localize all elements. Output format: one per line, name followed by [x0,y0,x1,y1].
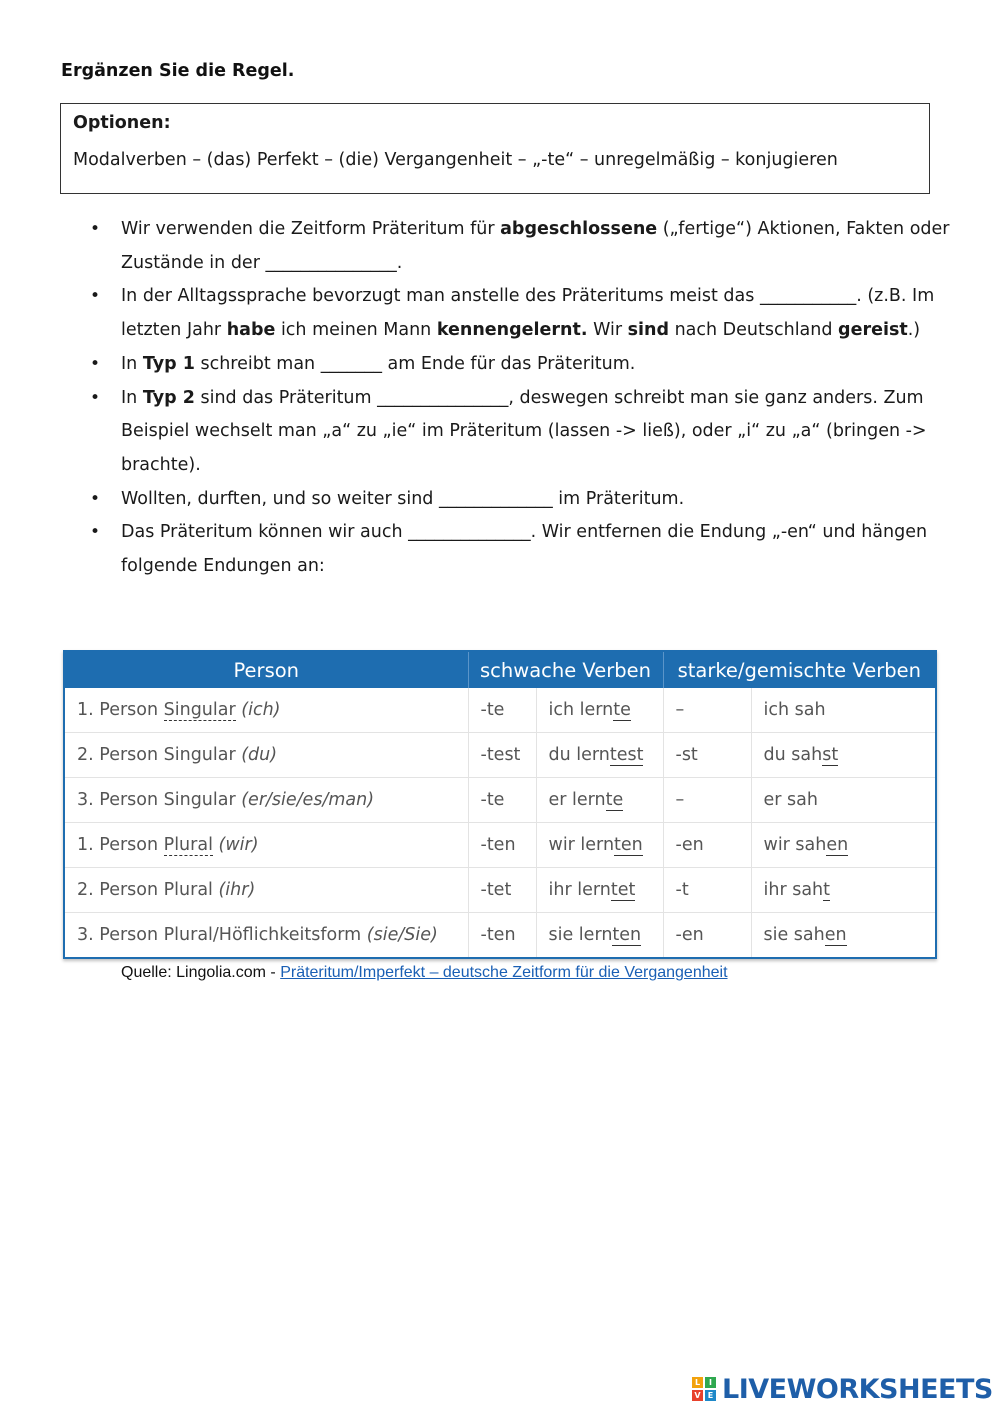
rule-item: • In Typ 2 sind das Präteritum _______________, deswegen schreibt man sie ganz anders. Zum Beispiel wechselt man „a“ zu „ie“ im Präteritum (lassen -> ließ), oder „i“ zu „a“ (bringen -> brachte). [90,382,950,483]
logo-tile: E [705,1390,716,1401]
options-list: Modalverben – (das) Perfekt – (die) Vergangenheit – „-te“ – unregelmäßig – konjugieren [73,150,838,170]
liveworksheets-logo [692,1372,993,1406]
cell-strong-ending: – [663,688,751,733]
rule-item: • Wollten, durften, und so weiter sind _____________ im Präteritum. [90,483,950,517]
cell-strong-example: wir sahen [751,823,935,868]
logo-mark-icon [692,1377,716,1401]
cell-weak-ending: -te [468,688,536,733]
rule-item: • In der Alltagssprache bevorzugt man anstelle des Präteritums meist das ___________. (z.B. Im letzten Jahr habe ich meinen Mann kennengelernt. Wir sind nach Deutschland gereist.) [90,280,950,347]
table-row [65,733,935,778]
cell-strong-ending: – [663,778,751,823]
cell-weak-example: ich lernte [536,688,663,733]
rule-item: • In Typ 1 schreibt man _______ am Ende für das Präteritum. [90,348,950,382]
table-row [65,823,935,868]
table-row [65,778,935,823]
source-citation: Quelle: Lingolia.com - Präteritum/Imperfekt – deutsche Zeitform für die Vergangenheit [121,964,728,981]
logo-tile: L [692,1377,703,1388]
table-row [65,868,935,913]
page-title: Ergänzen Sie die Regel. [61,61,295,81]
answer-blank[interactable]: _______ [320,353,382,374]
cell-weak-ending: -te [468,778,536,823]
cell-person: 3. Person Singular (er/sie/es/man) [65,778,468,823]
options-box [60,103,930,194]
cell-strong-example: du sahst [751,733,935,778]
cell-person: 1. Person Singular (ich) [65,688,468,733]
table-header-row [65,652,935,688]
cell-strong-example: er sah [751,778,935,823]
cell-weak-example: ihr lerntet [536,868,663,913]
cell-person: 1. Person Plural (wir) [65,823,468,868]
cell-strong-example: ich sah [763,700,826,720]
cell-weak-ending: -ten [468,823,536,868]
answer-blank[interactable]: ______________ [408,522,531,543]
options-heading: Optionen: [73,113,171,133]
header-person: Person [65,652,468,688]
cell-weak-example: er lernte [536,778,663,823]
logo-text: LIVEWORKSHEETS [722,1373,993,1405]
cell-weak-ending: -ten [468,913,536,958]
answer-blank[interactable]: _____________ [438,488,553,509]
cell-strong-example: sie sahen [751,913,935,958]
logo-tile: I [705,1377,716,1388]
logo-tile: V [692,1390,703,1401]
header-weak-verbs: schwache Verben [468,652,663,688]
rule-item: • Wir verwenden die Zeitform Präteritum für abgeschlossene („fertige“) Aktionen, Fakten oder Zustände in der _______________. [90,213,950,280]
cell-strong-example: ihr saht [751,868,935,913]
rules-list [90,213,950,584]
table-row [65,688,935,733]
answer-blank[interactable]: ___________ [759,286,857,307]
answer-blank[interactable]: _______________ [265,252,397,273]
cell-weak-example: du lerntest [536,733,663,778]
rule-item: • Das Präteritum können wir auch ______________. Wir entfernen die Endung „-en“ und hängen folgende Endungen an: [90,516,950,583]
cell-weak-example: wir lernten [536,823,663,868]
cell-weak-ending: -tet [468,868,536,913]
cell-strong-ending: -en [663,913,751,958]
answer-blank[interactable]: _______________ [377,387,509,408]
source-link[interactable]: Präteritum/Imperfekt – deutsche Zeitform für die Vergangenheit [280,964,728,981]
cell-strong-ending: -t [663,868,751,913]
conjugation-table [63,650,937,959]
cell-weak-ending: -test [468,733,536,778]
header-strong-verbs: starke/gemischte Verben [663,652,935,688]
cell-person: 2. Person Singular (du) [65,733,468,778]
cell-person: 3. Person Plural/Höflichkeitsform (sie/Sie) [65,913,468,958]
cell-strong-ending: -st [663,733,751,778]
cell-strong-ending: -en [663,823,751,868]
cell-person: 2. Person Plural (ihr) [65,868,468,913]
table-row [65,913,935,958]
cell-weak-example: sie lernten [536,913,663,958]
